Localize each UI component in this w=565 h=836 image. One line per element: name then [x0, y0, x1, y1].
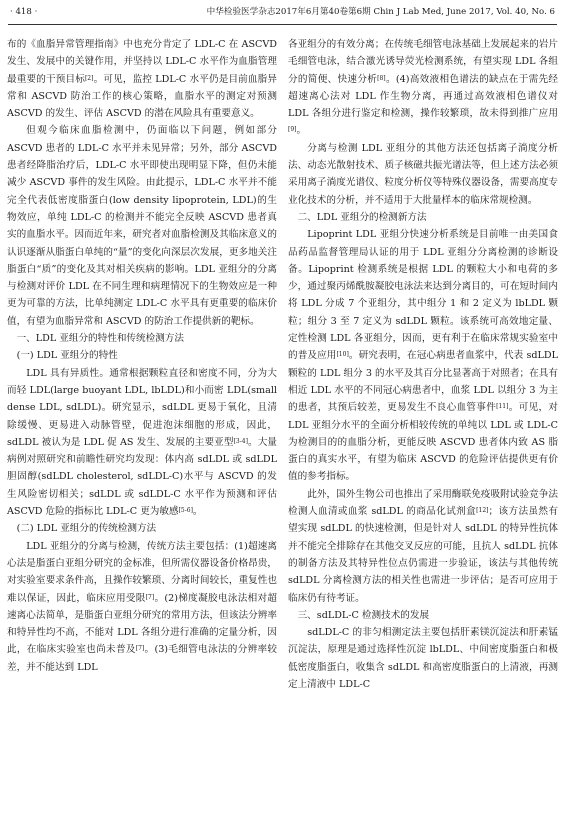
paragraph-text: 。(2)梯度凝胶电泳法相对超速离心法简单，是脂蛋白亚组分研究的常用方法，但该法分辨率和特异性均不高，不能对 LDL 各组分进行准确的定量分析，因此，在临床实验室也尚未普及 — [7, 592, 277, 656]
citation: [8] — [377, 74, 386, 82]
paragraph-text: 。(3)毛细管电泳法的分辨率较差，并不能达到 LDL — [7, 644, 277, 673]
paragraph-text: 。 — [296, 125, 307, 137]
paragraph-text: LDL 具有异质性。通常根据颗粒直径和密度不同，分为大而轻 LDL(large buoyant LDL, lbLDL)和小而密 LDL(small dense LDL, sdLDL)。研究显示，sdLDL 更易于氧化，且清除缓慢、更易进入动脉管壁，促进泡沫细胞的形成，因此，sdLDL 被认为是 LDL 促 AS 发生、发展的主要亚型 — [7, 367, 277, 448]
subsection-heading: (一) LDL 亚组分的特性 — [16, 350, 118, 362]
paragraph — [288, 486, 558, 607]
citation: [12] — [476, 507, 489, 515]
running-header — [0, 0, 565, 24]
section-heading: 三、sdLDL-C 检测技术的发展 — [297, 609, 430, 621]
citation: [2] — [84, 74, 94, 82]
paragraph-text: 。研究表明，在冠心病患者血浆中，代表 sdLDL 颗粒的 LDL 组分 3 的水平及其百分比显著高于对照者；在具有相近 LDL 水平的不同冠心病患者中，血浆 LDL 以组分 3 为主的患者，其预后较差，更易发生不良心血管事件 — [288, 350, 558, 414]
paragraph-text: 。可见，对 LDL 亚组分水平的全面分析相较传统的单纯以 LDL 或 LDL-C 为检测目的的血脂分析，更能反映 ASCVD 患者体内致 AS 脂蛋白的真实水平，有望为临床 ASCVD 的危险评估提供更有价值的参考指标。 — [288, 402, 559, 483]
paragraph-text: 。可见，监控 LDL-C 水平仍是目前血脂异常和 ASCVD 防治工作的核心策略，血脂水平的测定对预测 ASCVD 的发生、评估 ASCVD 的潜在风险具有重要意义。 — [7, 73, 278, 120]
section-heading: 一、LDL 亚组分的特性和传统检测方法 — [16, 333, 184, 345]
paragraph — [7, 365, 277, 521]
paragraph-text: 此外，国外生物公司也推出了采用酶联免疫吸附试验竞争法检测人血清或血浆 sdLDL 的商品化试剂盒 — [288, 488, 558, 518]
paragraph-text: 布的《血脂异常管理指南》中也充分肯定了 LDL-C 在 ASCVD 发生、发展中的关键作用，并坚持以 LDL-C 水平作为血脂管理最重要的干预目标 — [7, 39, 277, 85]
paragraph-text: ；该方法虽然有望实现 sdLDL 的快速检测，但是针对人 sdLDL 的特异性抗体并不能完全排除存在其他交叉反应的可能，且抗人 sdLDL 抗体的制备方法及其特异性位点仍需进一步验证，该法与其他传统 sdLDL 分离检测方法的相关性也需进一步评估；是否可应用于临床仍有待考证。 — [288, 506, 558, 604]
citation: [7] — [135, 645, 145, 653]
paragraph — [288, 36, 558, 140]
page-number: · 418 · — [10, 7, 38, 17]
paragraph-text: Lipoprint LDL 亚组分快速分析系统是目前唯一由美国食品药品监督管理局认证的用于 LDL 亚组分分离检测的诊断设备。Lipoprint 检测系统是根据 LDL 的颗粒大小和电荷的多少，通过聚丙烯酰胺凝胶电泳法来达到分离目的，可在短时间内将 LDL 分成 7 个亚组分，其中组分 1 和 2 定义为 lbLDL 颗粒；组分 3 至 7 定义为 sdLDL 颗粒。该系统可高效地定量、定性检测 LDL 各亚组分，因而，更有利于在临床常规实验室中的普及应用 — [288, 229, 558, 362]
section-heading: 二、LDL 亚组分的检测新方法 — [297, 211, 427, 223]
paragraph-text: LDL 亚组分的分离与检测，传统方法主要包括：(1)超速离心法是脂蛋白亚组分研究的金标准，但所需仪器设备价格昂贵，对实验室要求条件高，且操作较繁琐、分离时间较长，重复性也难以保证，因此，临床应用受限 — [7, 540, 277, 604]
paragraph-text: 各亚组分的有效分离；在传统毛细管电泳基础上发展起来的岩片毛细管电泳，结合激光诱导荧光检测系统，有望实现 LDL 各组分的简便、快速分析 — [288, 39, 558, 85]
paragraph — [7, 538, 277, 676]
journal-title: 中华检验医学杂志2017年6月第40卷第6期 Chin J Lab Med, June 2017, Vol. 40, No. 6 — [206, 7, 555, 17]
paragraph-text: 。(4)高效液相色谱法的缺点在于需先经超速离心法对 LDL 作生物分离，再通过高效液相色谱仪对 LDL 各组分进行鉴定和检测，操作较繁琐，故未得到推广应用 — [288, 73, 559, 120]
citation: [11] — [496, 403, 509, 411]
paragraph: 分离与检测 LDL 亚组分的其他方法还包括离子淌度分析法、动态光散射技术、质子核磁共振光谱法等，但上述方法必须采用离子淌度光谱仪、粒度分析仪等特殊仪器设备，需要高度专业化技术的分析，并不适用于大批量样本的临床常规检测。 — [288, 142, 558, 206]
paragraph: 但观今临床血脂检测中，仍面临以下问题，例如部分 ASCVD 患者的 LDL-C 水平并未见异常；另外，部分 ASCVD 患者经降脂治疗后，LDL-C 水平即使出现明显下降，但仍未能减少 ASCVD 事件的发生风险。由此提示，LDL-C 水平并不能完全代表低密度脂蛋白(low density lipoprotein, LDL)的生物效应，单纯 LDL-C 的检测并不能完全反映 ASCVD 患者真实的血脂水平。因而近年来，研究者对血脂检测及其临床意义的认识逐渐从脂蛋白单纯的“量”的变化向深层次发展，更多地关注脂蛋白“质”的变化及其对相关疾病的影响。LDL 亚组分的分离与检测对评价 LDL 在不同生理和病理情况下的生物效应是一种更为可靠的方法，比单纯测定 LDL-C 水平具有更重要的临床价值，有望为血脂异常和 ASCVD 的防治工作提供新的靶标。 — [7, 125, 277, 327]
left-column — [7, 36, 277, 676]
right-column — [288, 36, 558, 693]
citation: [3-4] — [233, 437, 248, 445]
subsection-heading: (二) LDL 亚组分的传统检测方法 — [16, 523, 157, 535]
paragraph: sdLDL-C 的非匀相测定法主要包括肝素镁沉淀法和肝素锰沉淀法，原理是通过选择性沉淀 lbLDL、中间密度脂蛋白和极低密度脂蛋白，收集含 sdLDL 和高密度脂蛋白的上清液，再测定上清液中 LDL-C — [288, 627, 558, 690]
header-rule — [8, 24, 557, 25]
citation: [5-6] — [178, 507, 193, 515]
paragraph — [288, 226, 558, 485]
citation: [9] — [288, 126, 297, 134]
citation: [10] — [336, 351, 349, 359]
paragraph-text: 。大量病例对照研究和前瞻性研究均发现：体内高 sdLDL 或 sdLDL 胆固醇(sdLDL cholesterol, sdLDL-C)水平与 ASCVD 的发生风险密切相关；sdLDL 或 sdLDL-C 水平作为预测和评估 ASCVD 危险的指标比 LDL-C 更为敏感 — [7, 436, 278, 518]
citation: [7] — [145, 593, 155, 601]
paragraph — [7, 36, 277, 122]
paragraph-text: 。 — [192, 506, 203, 518]
